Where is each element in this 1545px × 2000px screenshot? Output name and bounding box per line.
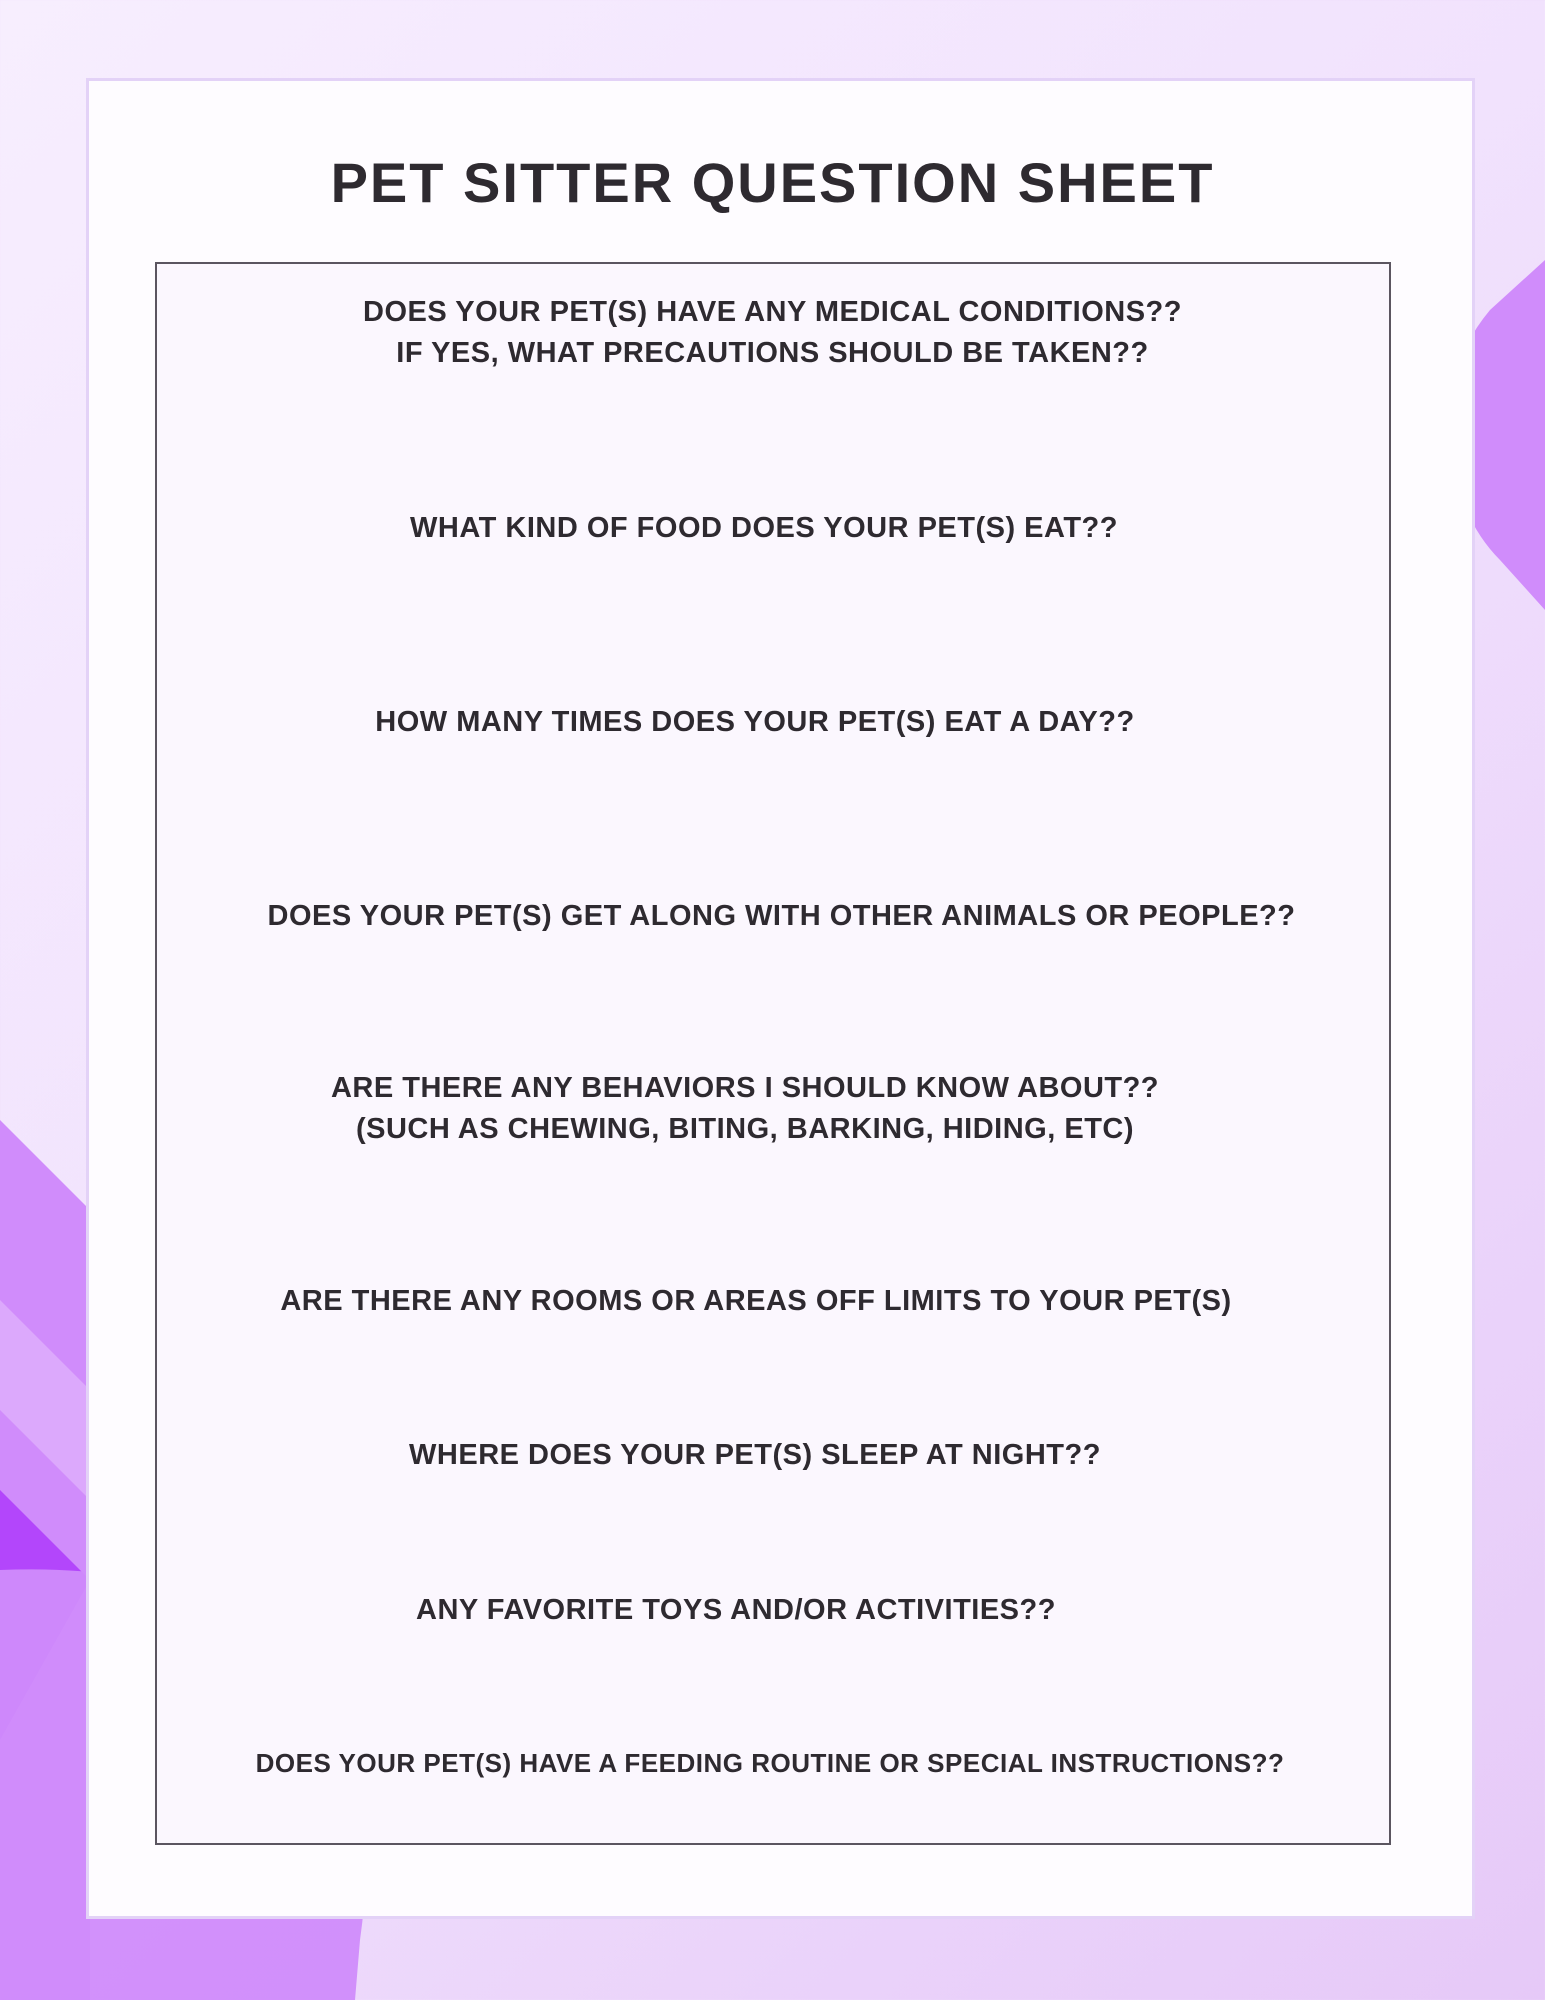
question-3	[0, 702, 1510, 743]
question-1	[0, 292, 1545, 374]
question-1-line-1: DOES YOUR PET(S) HAVE ANY MEDICAL CONDITIONS??	[363, 296, 1182, 328]
question-6	[0, 1281, 1512, 1322]
question-7	[0, 1435, 1510, 1476]
question-4-line-1: DOES YOUR PET(S) GET ALONG WITH OTHER ANIMALS OR PEOPLE??	[267, 900, 1296, 932]
question-2-line-1: WHAT KIND OF FOOD DOES YOUR PET(S) EAT??	[410, 512, 1118, 544]
question-2	[0, 508, 1528, 549]
question-5-line-1: ARE THERE ANY BEHAVIORS I SHOULD KNOW ABOUT??	[330, 1072, 1160, 1104]
question-5	[0, 1068, 1490, 1150]
question-9	[0, 1744, 1540, 1782]
question-8-line-1: ANY FAVORITE TOYS AND/OR ACTIVITIES??	[416, 1594, 1056, 1626]
question-9-line-1: DOES YOUR PET(S) HAVE A FEEDING ROUTINE OR SPECIAL INSTRUCTIONS??	[255, 1748, 1285, 1778]
question-3-line-1: HOW MANY TIMES DOES YOUR PET(S) EAT A DAY??	[375, 706, 1135, 738]
question-5-line-2: (SUCH AS CHEWING, BITING, BARKING, HIDING, ETC)	[355, 1113, 1135, 1145]
question-6-line-1: ARE THERE ANY ROOMS OR AREAS OFF LIMITS TO YOUR PET(S)	[280, 1285, 1232, 1317]
question-1-line-2: IF YES, WHAT PRECAUTIONS SHOULD BE TAKEN??	[396, 337, 1149, 369]
question-7-line-1: WHERE DOES YOUR PET(S) SLEEP AT NIGHT??	[409, 1439, 1101, 1471]
page-title: PET SITTER QUESTION SHEET	[330, 151, 1215, 214]
question-4	[0, 896, 1545, 937]
question-8	[0, 1590, 1472, 1631]
